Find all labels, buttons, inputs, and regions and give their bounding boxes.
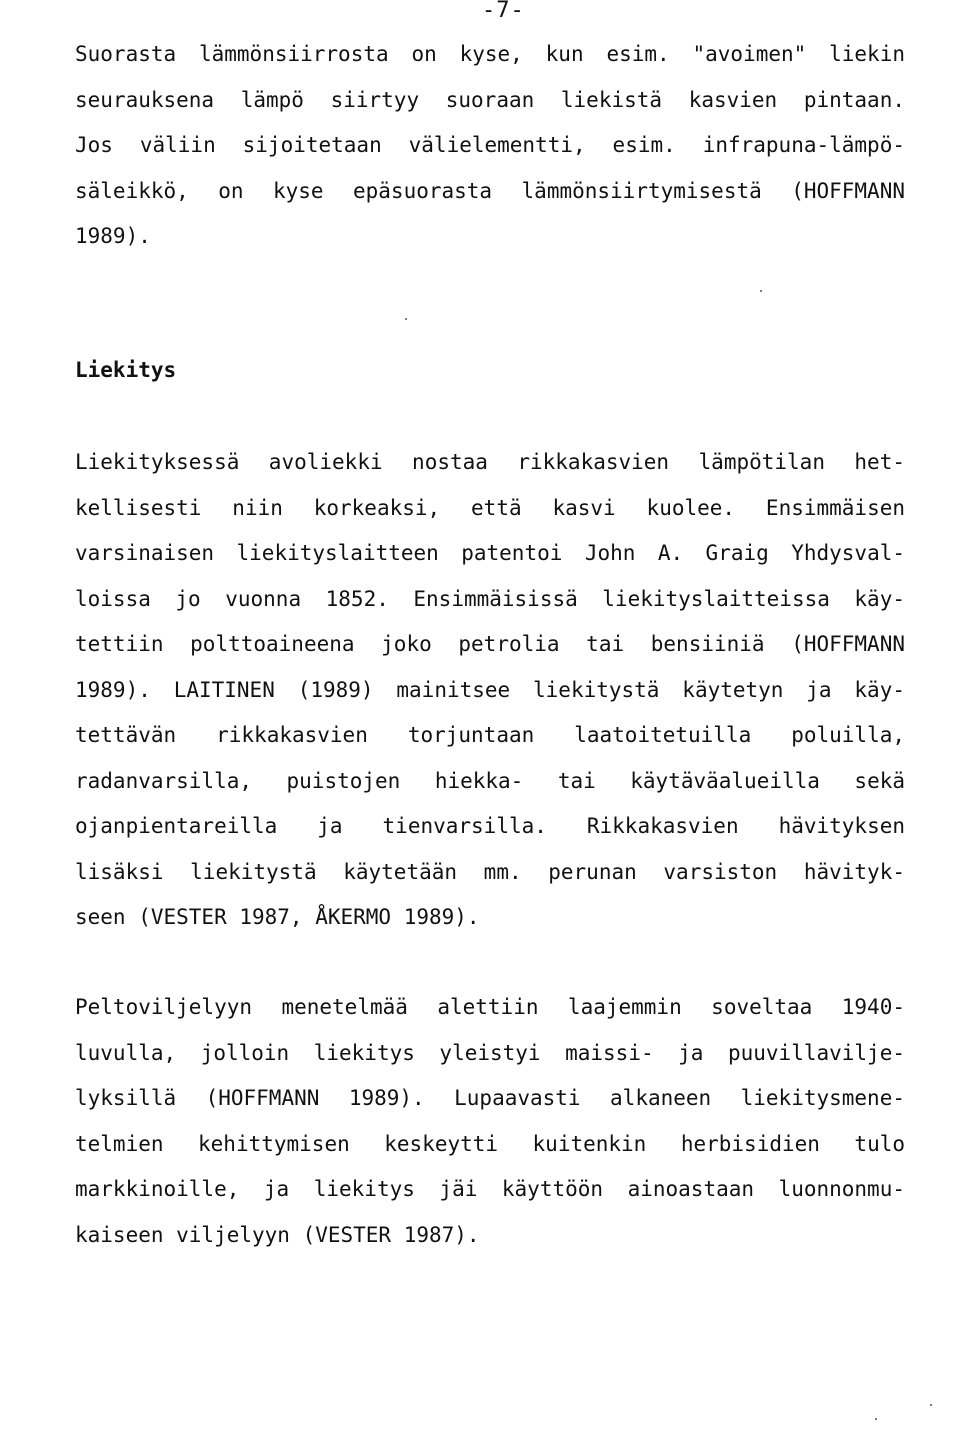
paragraph-flaming (75, 440, 905, 941)
text-line: seen (VESTER 1987, ÅKERMO 1989). (75, 905, 480, 929)
scan-speck (760, 290, 762, 292)
text-line: loissa jo vuonna 1852. Ensimmäisissä liekityslaitteissa käy- (75, 586, 905, 611)
text-line: tettävän rikkakasvien torjuntaan laatoitetuilla poluilla, (75, 723, 905, 747)
text-line: kaiseen viljelyyn (VESTER 1987). (75, 1222, 480, 1247)
text-line: säleikkö, on kyse epäsuorasta lämmönsiirtymisestä (HOFFMANN (75, 178, 905, 203)
text-line: luvulla, jolloin liekitys yleistyi maissi- ja puuvillavilje- (75, 1040, 905, 1065)
text-line: Jos väliin sijoitetaan välielementti, esim. infrapuna-lämpö- (75, 133, 905, 157)
text-line: 1989). (75, 224, 151, 248)
text-line: 1989). LAITINEN (1989) mainitsee liekitystä käytetyn ja käy- (75, 677, 905, 702)
section-heading: Liekitys (75, 358, 177, 382)
text-line: tettiin polttoaineena joko petrolia tai bensiiniä (HOFFMANN (75, 632, 905, 656)
text-line: Peltoviljelyyn menetelmää alettiin laajemmin soveltaa 1940- (75, 995, 905, 1019)
text-line: seurauksena lämpö siirtyy suoraan liekistä kasvien pintaan. (75, 87, 905, 112)
text-line: radanvarsilla, puistojen hiekka- tai käytäväalueilla sekä (75, 768, 905, 793)
scan-speck (930, 1404, 932, 1406)
text-line: Suorasta lämmönsiirrosta on kyse, kun esim. "avoimen" liekin (75, 42, 905, 66)
text-line: varsinaisen liekityslaitteen patentoi John A. Graig Yhdysval- (75, 541, 905, 565)
text-line: kellisesti niin korkeaksi, että kasvi kuolee. Ensimmäisen (75, 495, 905, 520)
text-line: ojanpientareilla ja tienvarsilla. Rikkakasvien hävityksen (75, 814, 905, 838)
text-line: markkinoille, ja liekitys jäi käyttöön ainoastaan luonnonmu- (75, 1177, 905, 1201)
paragraph-direct-heat-transfer (75, 32, 905, 260)
text-line: lisäksi liekitystä käytetään mm. perunan varsiston hävityk- (75, 859, 905, 884)
text-line: lyksillä (HOFFMANN 1989). Lupaavasti alkaneen liekitysmene- (75, 1086, 905, 1110)
page-number: -7- (482, 0, 525, 23)
paragraph-field-cultivation (75, 985, 905, 1258)
scan-speck (405, 318, 407, 320)
text-line: Liekityksessä avoliekki nostaa rikkakasvien lämpötilan het- (75, 450, 905, 474)
scan-speck (875, 1418, 877, 1420)
text-line: telmien kehittymisen keskeytti kuitenkin herbisidien tulo (75, 1131, 905, 1156)
